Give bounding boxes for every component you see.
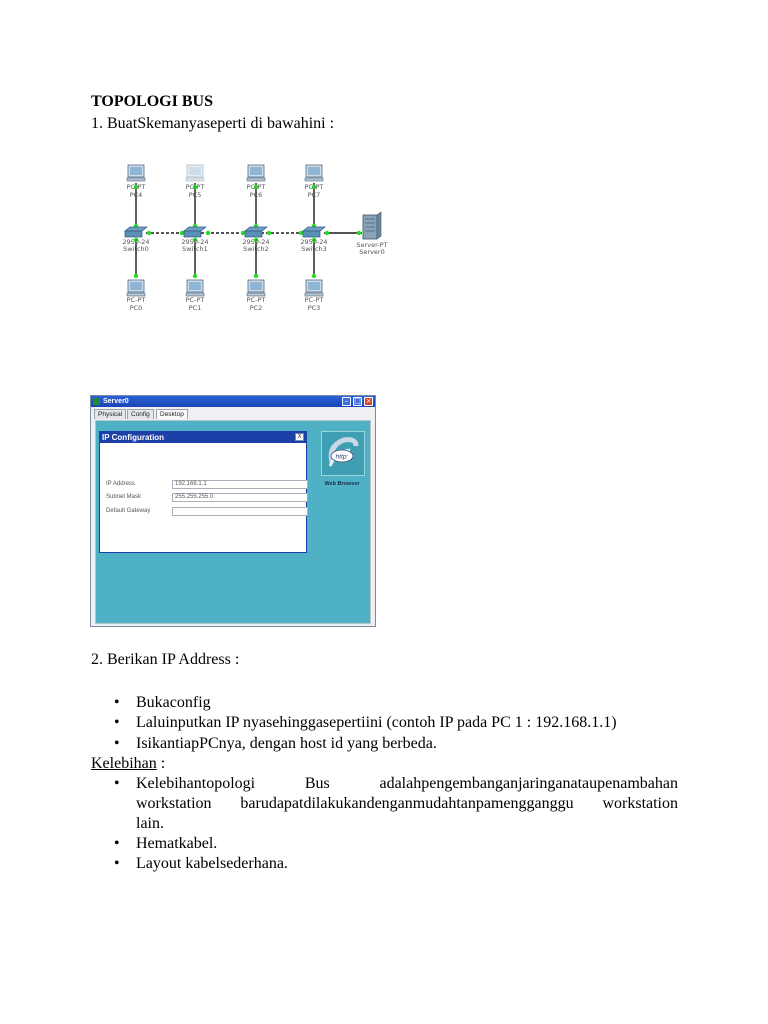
list-item: Hematkabel. [136, 835, 218, 852]
server-name-label: Server0 [359, 248, 385, 256]
kelebihan-item-1-line-3: lain. [136, 815, 164, 832]
link-status-dot [357, 231, 361, 235]
ip-address-label: IP Address [106, 481, 135, 487]
kelebihan-item-1-line-1 [136, 775, 678, 793]
pc-name-label: PC6 [249, 191, 263, 199]
word: barudapatdilakukandenganmudahtanpamengganggu [240, 795, 574, 812]
link-status-dot [254, 274, 258, 278]
switch-icon[interactable] [184, 227, 206, 237]
word: adalahpengembanganjaringanataupenambahan [379, 775, 678, 792]
list-item: Layout kabelsederhana. [136, 855, 288, 872]
svg-text:http:: http: [335, 453, 349, 461]
bullet-marker: • [114, 835, 120, 852]
tab-config[interactable]: Config [127, 409, 154, 419]
pc-name-label: PC7 [307, 191, 321, 199]
switch-name-label: Switch3 [301, 245, 327, 253]
kelebihan-heading-line [91, 755, 165, 773]
bullet-marker: • [114, 694, 120, 711]
pc-type-label: PC-PT [185, 183, 205, 191]
link-status-dot [325, 231, 329, 235]
link-status-dot [193, 274, 197, 278]
topology-devices [122, 165, 387, 312]
list-item: IsikantiapPCnya, dengan host id yang berbeda. [136, 735, 437, 752]
pc-name-label: PC2 [249, 304, 263, 312]
maximize-button[interactable]: □ [354, 397, 361, 405]
kelebihan-colon: : [156, 755, 166, 772]
pc-icon[interactable] [127, 165, 145, 181]
pc-name-label: PC0 [129, 304, 143, 312]
web-browser-icon [322, 432, 364, 475]
switch-icon[interactable] [303, 227, 325, 237]
pc-name-label: PC1 [188, 304, 202, 312]
bus-topology-diagram [108, 155, 398, 317]
switch-type-label: 2950-24 [122, 238, 150, 246]
switch-icon[interactable] [245, 227, 267, 237]
link-status-dot [206, 231, 210, 235]
web-browser-button[interactable] [321, 431, 365, 476]
pc-name-label: PC5 [188, 191, 202, 199]
pc-type-label: PC-PT [246, 296, 266, 304]
switch-type-label: 2950-24 [300, 238, 328, 246]
pc-icon[interactable] [305, 165, 323, 181]
kelebihan-item-1-line-2 [136, 795, 678, 813]
ip-configuration-dialog [99, 431, 307, 553]
ip-address-field[interactable]: 192.168.1.1 [172, 480, 308, 489]
default-gateway-label: Default Gateway [106, 508, 151, 514]
switch-type-label: 2950-24 [181, 238, 209, 246]
tab-physical[interactable]: Physical [94, 409, 126, 419]
ip-config-title: IP Configuration [102, 433, 165, 442]
word: Bus [304, 775, 330, 792]
server-icon[interactable] [363, 212, 381, 239]
app-icon [93, 398, 100, 405]
web-browser-label: Web Browser [324, 481, 360, 487]
default-gateway-field[interactable] [172, 507, 308, 516]
word: workstation [602, 795, 678, 812]
pc-type-label: PC-PT [246, 183, 266, 191]
switch-icon[interactable] [125, 227, 147, 237]
switch-name-label: Switch0 [123, 245, 149, 253]
pc-type-label: PC-PT [126, 183, 146, 191]
pc-icon[interactable] [186, 280, 204, 296]
pc-icon[interactable] [305, 280, 323, 296]
subnet-mask-label: Subnet Mask [106, 494, 142, 500]
word: Kelebihantopologi [136, 775, 256, 792]
server-type-label: Server-PT [356, 241, 388, 249]
close-window-button[interactable]: × [365, 397, 372, 405]
link-status-dot [147, 231, 151, 235]
word: workstation [136, 795, 212, 812]
list-item: Bukaconfig [136, 694, 211, 711]
subnet-mask-field[interactable]: 255.255.255.0 [172, 493, 308, 502]
pc-icon[interactable] [186, 165, 204, 181]
desktop-area [95, 420, 371, 624]
link-status-dot [180, 231, 184, 235]
link-status-dot [299, 231, 303, 235]
pc-icon[interactable] [247, 165, 265, 181]
list-item: Laluinputkan IP nyasehinggasepertiini (contoh IP pada PC 1 : 192.168.1.1) [136, 714, 617, 731]
pc-icon[interactable] [247, 280, 265, 296]
bullet-marker: • [114, 855, 120, 872]
switch-name-label: Switch2 [243, 245, 269, 253]
switch-name-label: Switch1 [182, 245, 208, 253]
pc-type-label: PC-PT [126, 296, 146, 304]
bullet-marker: • [114, 714, 120, 731]
step-2-text: 2. Berikan IP Address : [91, 651, 240, 668]
kelebihan-heading: Kelebihan [91, 755, 157, 772]
bullet-marker: • [114, 735, 120, 752]
document-title: TOPOLOGI BUS [91, 93, 213, 110]
link-status-dot [241, 231, 245, 235]
pc-name-label: PC3 [307, 304, 321, 312]
server-config-window [90, 395, 376, 627]
ip-config-header [100, 432, 306, 443]
link-status-dot [134, 274, 138, 278]
ip-config-close-button[interactable]: X [295, 433, 304, 441]
tab-desktop[interactable]: Desktop [156, 409, 188, 419]
window-titlebar[interactable] [91, 396, 375, 407]
link-status-dot [312, 274, 316, 278]
link-status-dot [267, 231, 271, 235]
pc-type-label: PC-PT [304, 296, 324, 304]
window-title: Server0 [103, 398, 129, 405]
pc-icon[interactable] [127, 280, 145, 296]
pc-type-label: PC-PT [185, 296, 205, 304]
pc-type-label: PC-PT [304, 183, 324, 191]
minimize-button[interactable]: – [342, 397, 351, 406]
switch-type-label: 2950-24 [242, 238, 270, 246]
bullet-marker: • [114, 775, 120, 792]
step-1-text: 1. BuatSkemanyaseperti di bawahini : [91, 115, 335, 132]
pc-name-label: PC4 [129, 191, 143, 199]
